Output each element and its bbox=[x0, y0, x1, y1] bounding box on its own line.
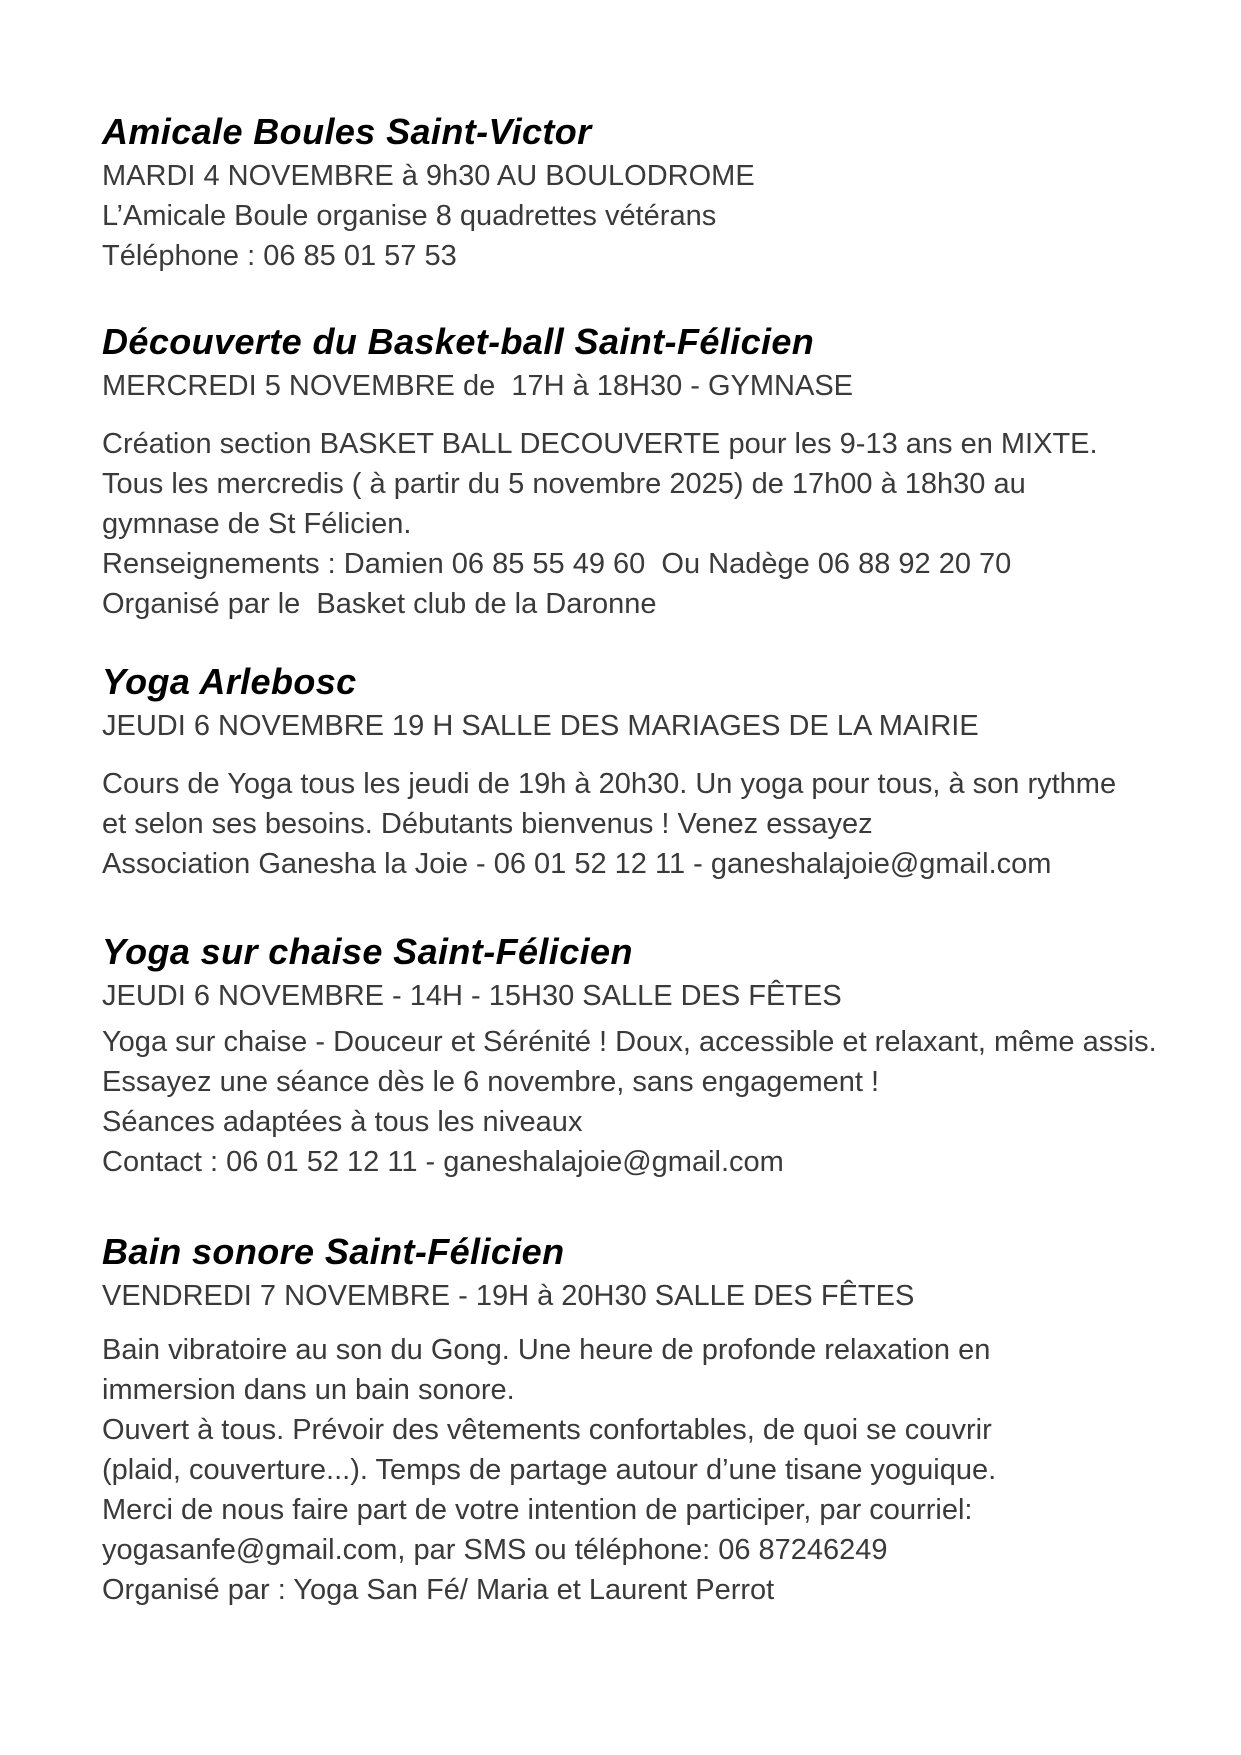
contact-line: Association Ganesha la Joie - 06 01 52 12 11 - ganeshalajoie@gmail.com bbox=[102, 848, 1052, 880]
section-title: Bain sonore Saint-Félicien bbox=[102, 1231, 565, 1272]
section-title: Yoga sur chaise Saint-Félicien bbox=[102, 931, 633, 972]
description-line: Yoga sur chaise - Douceur et Sérénité ! Doux, accessible et relaxant, même assis. bbox=[102, 1026, 1157, 1058]
contact-line: yogasanfe@gmail.com, par SMS ou téléphone: 06 87246249 bbox=[102, 1534, 888, 1566]
section-basket-ball bbox=[102, 318, 1211, 624]
contact-line: Contact : 06 01 52 12 11 - ganeshalajoie@gmail.com bbox=[102, 1146, 784, 1178]
description-line: L’Amicale Boule organise 8 quadrettes vétérans bbox=[102, 200, 717, 232]
section-title: Découverte du Basket-ball Saint-Félicien bbox=[102, 321, 815, 362]
event-date-line: MARDI 4 NOVEMBRE à 9h30 AU BOULODROME bbox=[102, 160, 755, 192]
description-line: Cours de Yoga tous les jeudi de 19h à 20h30. Un yoga pour tous, à son rythme bbox=[102, 768, 1117, 800]
event-date-line: MERCREDI 5 NOVEMBRE de 17H à 18H30 - GYMNASE bbox=[102, 370, 854, 402]
event-date-line: JEUDI 6 NOVEMBRE - 14H - 15H30 SALLE DES FÊTES bbox=[102, 980, 842, 1012]
description-line: et selon ses besoins. Débutants bienvenus ! Venez essayez bbox=[102, 808, 873, 840]
event-date-line: JEUDI 6 NOVEMBRE 19 H SALLE DES MARIAGES DE LA MAIRIE bbox=[102, 710, 979, 742]
description-line: Tous les mercredis ( à partir du 5 novembre 2025) de 17h00 à 18h30 au bbox=[102, 468, 1026, 500]
description-line: Création section BASKET BALL DECOUVERTE pour les 9-13 ans en MIXTE. bbox=[102, 428, 1098, 460]
description-line: Merci de nous faire part de votre intention de participer, par courriel: bbox=[102, 1494, 973, 1526]
section-bain-sonore bbox=[102, 1228, 1211, 1610]
description-line: gymnase de St Félicien. bbox=[102, 508, 412, 540]
event-date-line: VENDREDI 7 NOVEMBRE - 19H à 20H30 SALLE DES FÊTES bbox=[102, 1280, 915, 1312]
description-line: Essayez une séance dès le 6 novembre, sans engagement ! bbox=[102, 1066, 880, 1098]
contact-line: Renseignements : Damien 06 85 55 49 60 Ou Nadège 06 88 92 20 70 bbox=[102, 548, 1012, 580]
event-description bbox=[102, 764, 1211, 884]
phone-line: Téléphone : 06 85 01 57 53 bbox=[102, 240, 457, 272]
description-line: Ouvert à tous. Prévoir des vêtements confortables, de quoi se couvrir bbox=[102, 1414, 992, 1446]
description-line: Séances adaptées à tous les niveaux bbox=[102, 1106, 583, 1138]
description-line: Bain vibratoire au son du Gong. Une heure de profonde relaxation en bbox=[102, 1334, 991, 1366]
organizer-line: Organisé par : Yoga San Fé/ Maria et Laurent Perrot bbox=[102, 1574, 775, 1606]
section-yoga-sur-chaise bbox=[102, 928, 1211, 1182]
event-description bbox=[102, 1022, 1211, 1182]
description-line: immersion dans un bain sonore. bbox=[102, 1374, 515, 1406]
description-line: (plaid, couverture...). Temps de partage autour d’une tisane yoguique. bbox=[102, 1454, 997, 1486]
section-title: Yoga Arlebosc bbox=[102, 661, 357, 702]
section-amicale-boules bbox=[102, 108, 1211, 276]
event-description bbox=[102, 424, 1211, 624]
event-description bbox=[102, 196, 1211, 276]
section-title: Amicale Boules Saint-Victor bbox=[102, 111, 592, 152]
event-description bbox=[102, 1330, 1211, 1610]
organizer-line: Organisé par le Basket club de la Daronne bbox=[102, 588, 657, 620]
section-yoga-arlebosc bbox=[102, 658, 1211, 884]
